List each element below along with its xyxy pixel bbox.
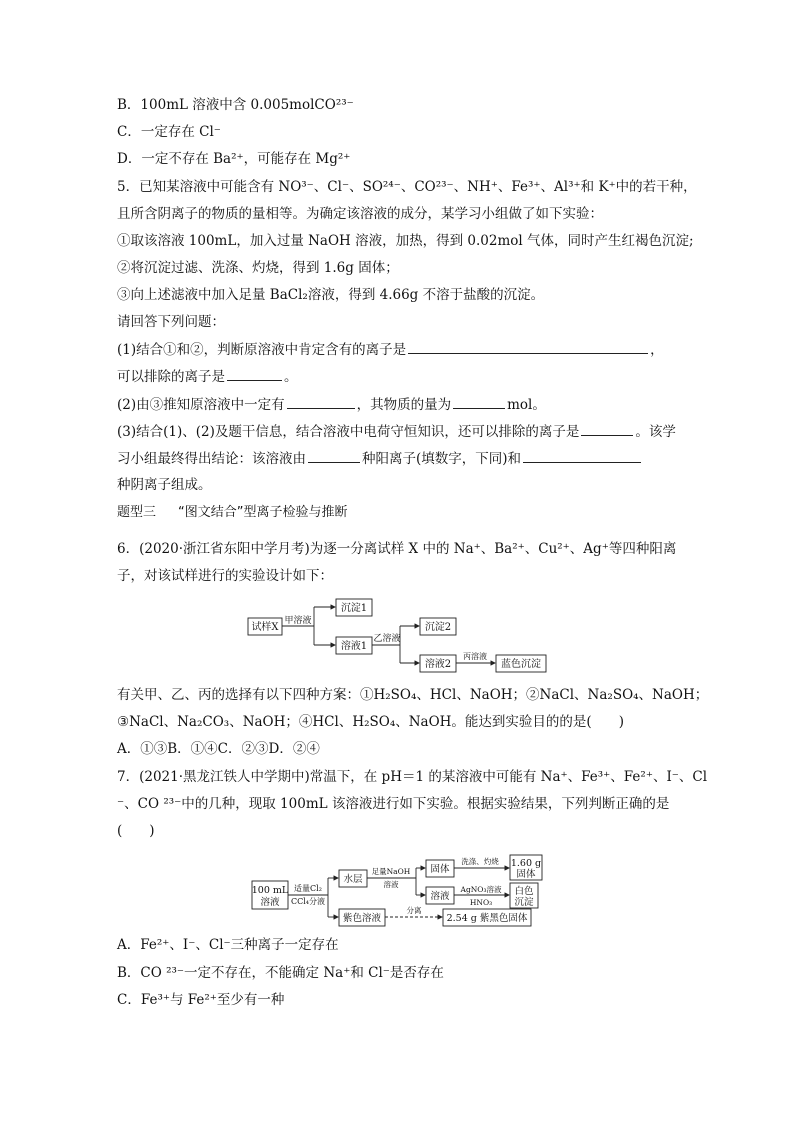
q5-part3b-text: 习小组最终得出结论：该溶液由 (117, 451, 306, 467)
q6-choices: A．①③B．①④C．②③D．②④ (117, 741, 320, 757)
diagram-label: 甲溶液 (284, 616, 312, 626)
q6-schemes-line2: ③NaCl、Na₂CO₃、NaOH；④HCl、H₂SO₄、NaOH。能达到实验目的的是( ) (117, 714, 624, 730)
diagram-label: 溶液1 (340, 641, 368, 652)
diagram-label: 适量Cl₂ (294, 884, 322, 893)
q5-part3b-mid: 种阳离子(填数字，下同)和 (362, 451, 522, 467)
q5-part2-text-b: ，其物质的量为 (356, 397, 452, 413)
diagram-label: 洗涤、灼烧 (461, 857, 499, 866)
q7-stem-line3: ( ) (117, 823, 155, 839)
section-title: “图文结合”型离子检验与推断 (178, 505, 348, 520)
answer-blank[interactable] (408, 339, 648, 354)
diagram-label: 丙溶液 (463, 652, 487, 661)
answer-blank[interactable] (227, 366, 282, 381)
q5-part1-line1 (117, 339, 664, 360)
q7-stem-line2: ⁻、CO ²³⁻中的几种，现取 100mL 该溶液进行如下实验。根据实验结果，下列判断正确的是 (117, 796, 670, 812)
q5-part1b-punct: 。 (284, 369, 298, 385)
diagram-label: 沉淀 (514, 897, 534, 908)
diagram-label: CCl₄分液 (290, 897, 326, 906)
diagram-label: 1.60 g (510, 858, 542, 869)
diagram-label: 水层 (343, 874, 363, 885)
diagram-label: 2.54 g 紫黑色固体 (446, 913, 528, 924)
diagram-label: HNO₃ (469, 898, 493, 907)
diagram-label: AgNO₃溶液 (460, 885, 502, 894)
diagram-label: 试样X (251, 622, 279, 633)
q5-part1-text: (1)结合①和②，判断原溶液中肯定含有的离子是 (117, 342, 407, 358)
q5-part1-punct: ， (650, 342, 664, 358)
answer-blank[interactable] (308, 448, 360, 463)
q5-part3-line2 (117, 448, 643, 469)
diagram-label: 沉淀1 (340, 603, 368, 614)
q4-option-b: B．100mL 溶液中含 0.005molCO²³⁻ (117, 97, 354, 113)
q5-part3-text-end: 。该学 (635, 424, 676, 440)
q5-step-2: ②将沉淀过滤、洗涤、灼烧，得到 1.6g 固体； (117, 260, 399, 276)
diagram-label: 溶液 (383, 880, 399, 889)
section-heading (117, 503, 348, 523)
q4-option-d: D．一定不存在 Ba²⁺，可能存在 Mg²⁺ (117, 151, 351, 167)
diagram-label: 溶液 (430, 891, 450, 902)
diagram-label: 分离 (406, 906, 422, 915)
diagram-label: 100 mL (251, 885, 289, 896)
answer-blank[interactable] (581, 421, 633, 436)
q6-schemes-line1: 有关甲、乙、丙的选择有以下四种方案：①H₂SO₄、HCl、NaOH；②NaCl、Na₂SO₄、NaOH； (117, 687, 709, 703)
q5-step-3: ③向上述滤液中加入足量 BaCl₂溶液，得到 4.66g 不溶于盐酸的沉淀。 (117, 287, 545, 303)
q7-option-c: C．Fe³⁺与 Fe²⁺至少有一种 (117, 992, 285, 1008)
section-label: 题型三 (117, 505, 157, 520)
q7-stem-line1: 7．(2021·黑龙江铁人中学期中)常温下，在 pH＝1 的某溶液中可能有 Na⁺、Fe³⁺、Fe²⁺、I⁻、Cl (117, 769, 708, 785)
q4-option-c: C．一定存在 Cl⁻ (117, 124, 221, 140)
q5-stem-line1: 5．已知某溶液中可能含有 NO³⁻、Cl⁻、SO²⁴⁻、CO²³⁻、NH⁺、Fe³⁺、Al³⁺和 K⁺中的若干种， (117, 179, 697, 195)
answer-blank[interactable] (453, 394, 505, 409)
q5-part1-line2 (117, 366, 298, 387)
diagram-label: 紫色溶液 (342, 913, 382, 924)
q5-part2-unit: mol。 (507, 397, 546, 413)
q5-step-1: ①取该溶液 100mL，加入过量 NaOH 溶液，加热，得到 0.02mol 气体，同时产生红褐色沉淀; (117, 233, 694, 249)
diagram-label: 固体 (516, 869, 536, 880)
q6-separation-flowchart (240, 596, 560, 680)
q5-part3-line3: 种阴离子组成。 (117, 477, 212, 493)
diagram-label: 溶液2 (424, 659, 452, 670)
diagram-label: 蓝色沉淀 (501, 659, 541, 670)
diagram-label: 沉淀2 (424, 622, 452, 633)
q5-stem-line2: 且所含阴离子的物质的量相等。为确定该溶液的成分，某学习小组做了如下实验： (117, 206, 603, 222)
q7-option-a: A．Fe²⁺、I⁻、Cl⁻三种离子一定存在 (117, 937, 339, 953)
answer-blank[interactable] (523, 448, 641, 463)
q5-prompt: 请回答下列问题： (117, 314, 225, 330)
diagram-label: 乙溶液 (373, 634, 401, 644)
q5-part3-line1 (117, 421, 676, 442)
diagram-label: 溶液 (260, 897, 280, 908)
diagram-label: 白色 (514, 886, 534, 897)
q5-part2 (117, 394, 546, 415)
q6-stem-line1: 6．(2020·浙江省东阳中学月考)为逐一分离试样 X 中的 Na⁺、Ba²⁺、Cu²⁺、Ag⁺等四种阳离 (117, 541, 677, 557)
diagram-label: 固体 (430, 864, 450, 875)
q6-stem-line2: 子，对该试样进行的实验设计如下： (117, 568, 333, 584)
answer-blank[interactable] (287, 394, 355, 409)
q5-part1b-text: 可以排除的离子是 (117, 369, 225, 385)
q7-option-b: B．CO ²³⁻一定不存在，不能确定 Na⁺和 Cl⁻是否存在 (117, 965, 444, 981)
q7-experiment-flowchart (244, 850, 564, 930)
q5-part3-text: (3)结合(1)、(2)及题干信息，结合溶液中电荷守恒知识，还可以排除的离子是 (117, 424, 580, 440)
diagram-label: 足量NaOH (371, 867, 411, 876)
q5-part2-text: (2)由③推知原溶液中一定有 (117, 397, 285, 413)
